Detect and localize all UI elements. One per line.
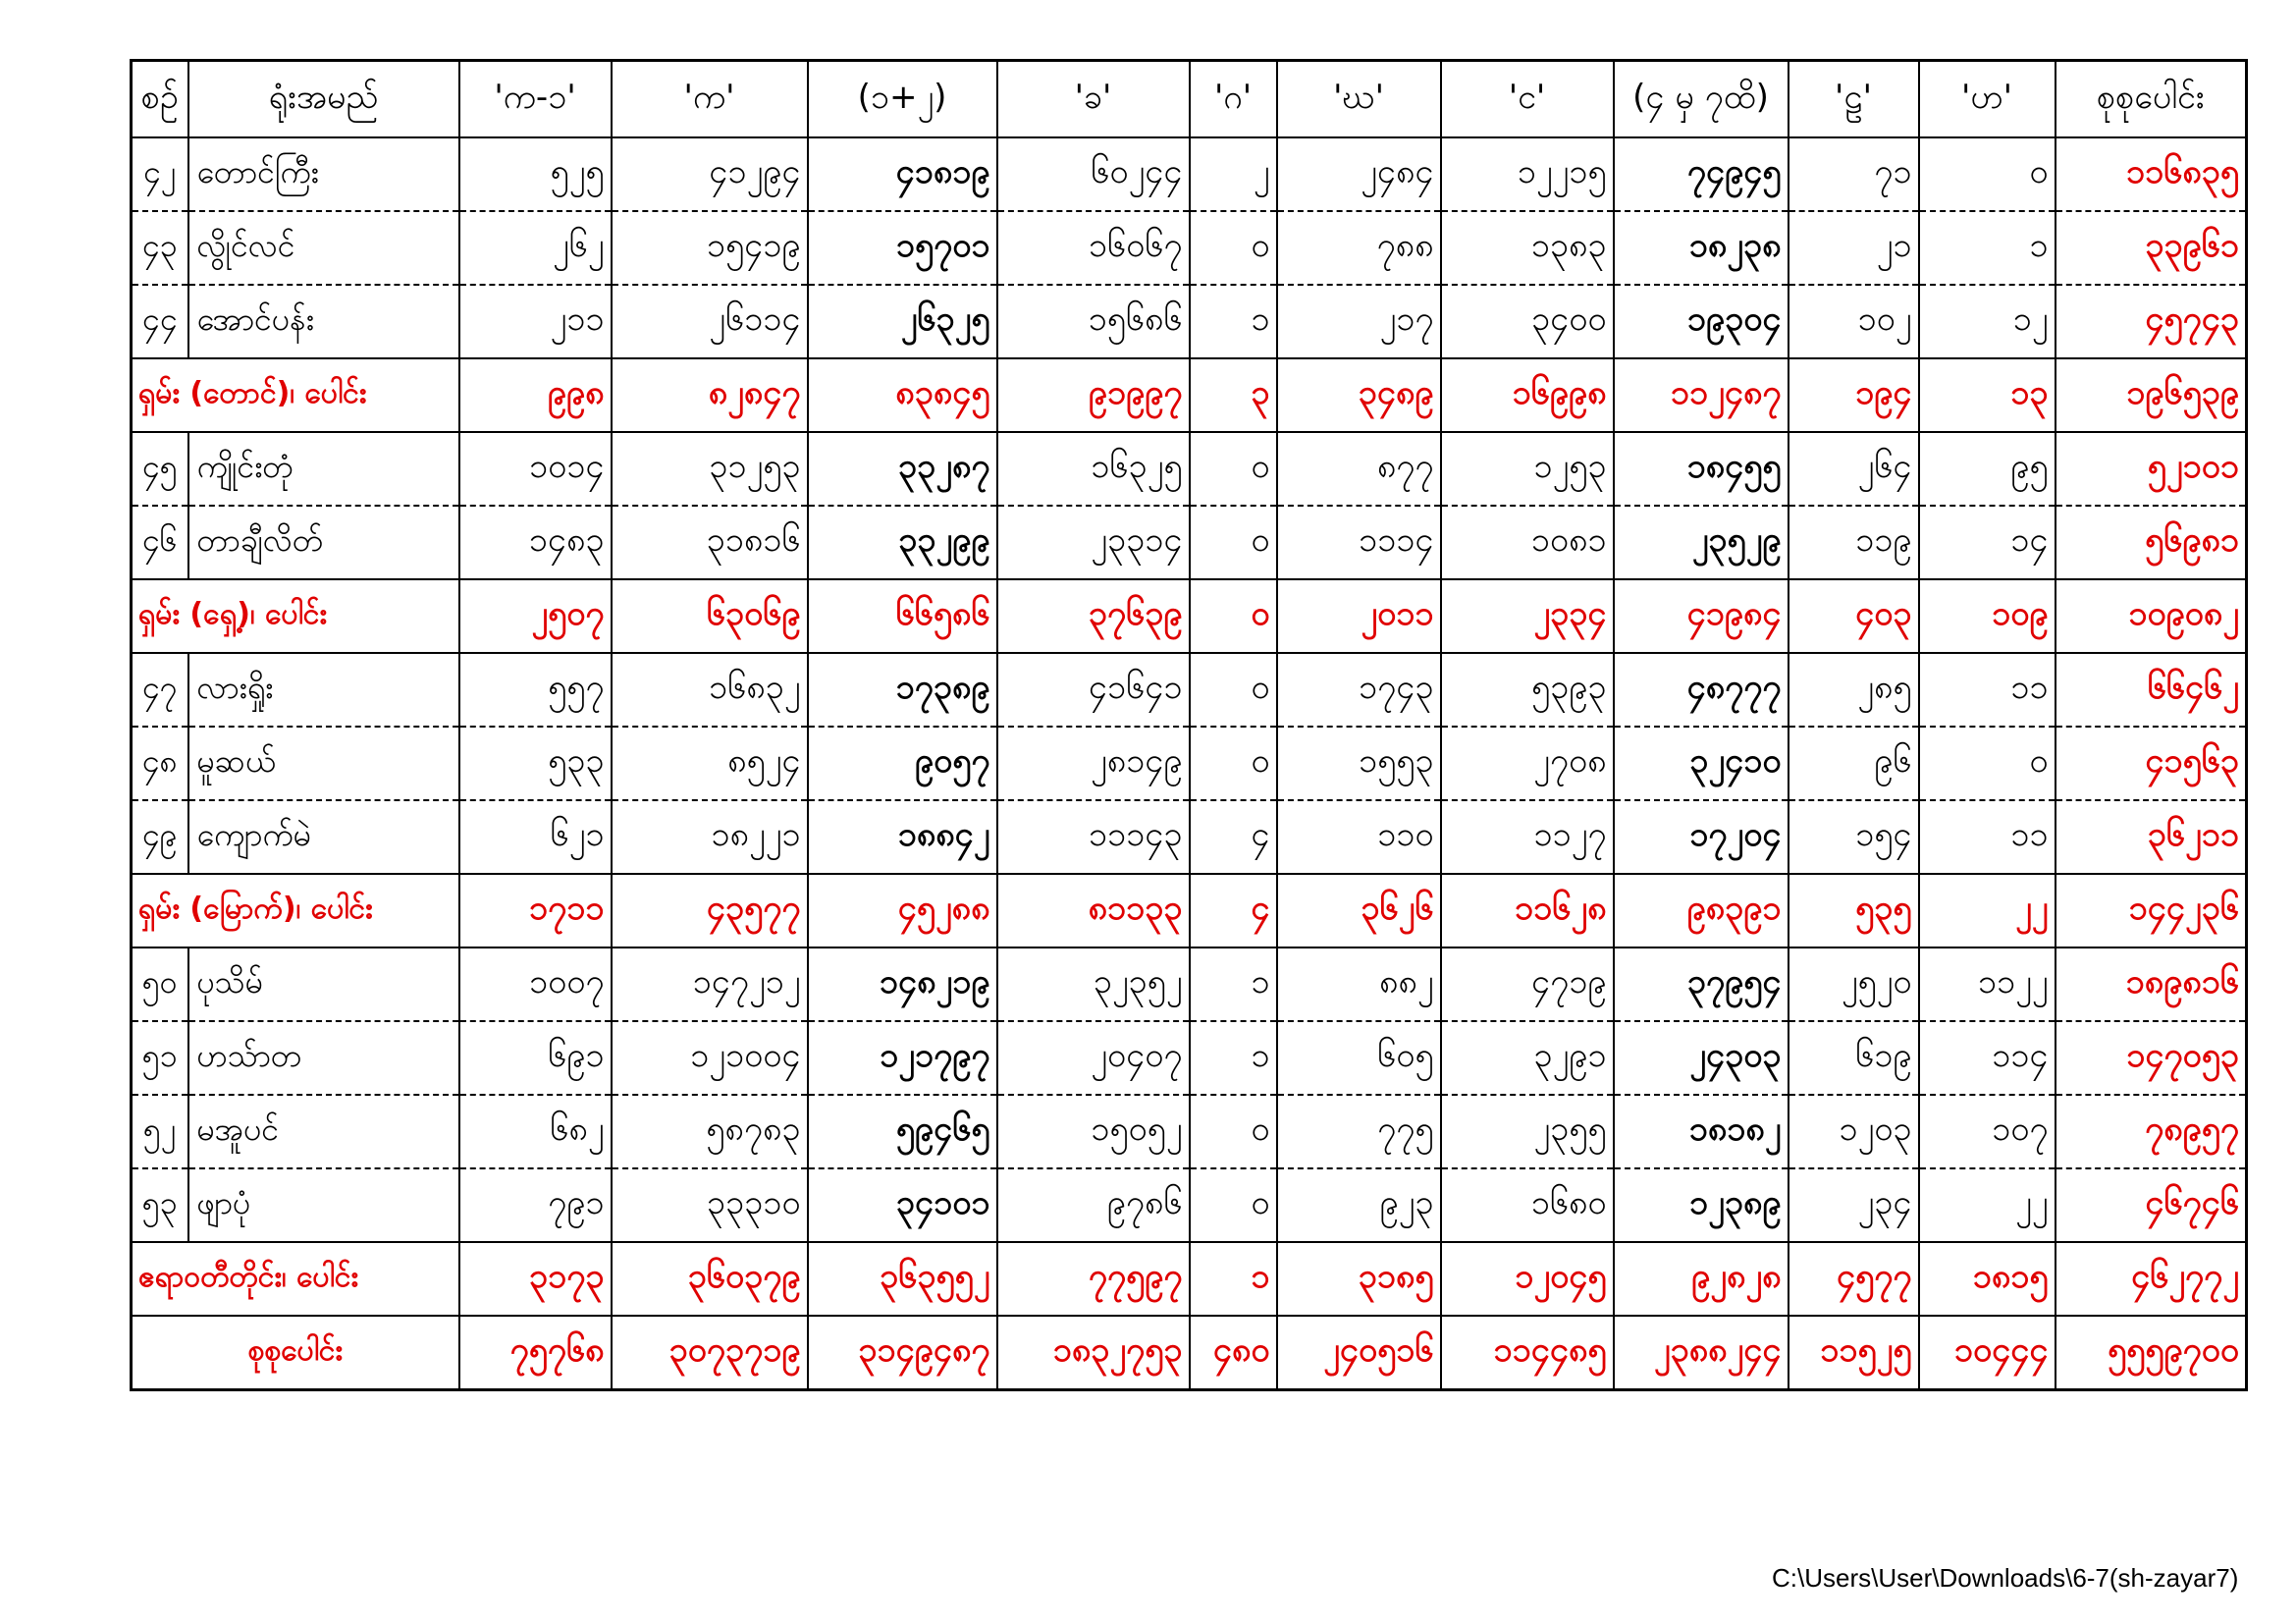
value-cell: ၄၃၅၇၇ bbox=[612, 874, 808, 947]
value-cell: ၆၀၅ bbox=[1277, 1021, 1441, 1095]
value-cell: ၂၁၁ bbox=[459, 285, 612, 358]
value-cell: ၁၂ bbox=[1919, 285, 2056, 358]
value-cell: ၇၅၇၆၈ bbox=[459, 1316, 612, 1390]
data-table-container bbox=[130, 59, 2248, 1391]
serial-cell: ၄၄ bbox=[132, 285, 188, 358]
value-cell: ၇၈၈ bbox=[1277, 211, 1441, 285]
subtotal-row bbox=[132, 579, 2247, 653]
office-name-cell: တောင်ကြီး bbox=[188, 137, 459, 211]
office-name-cell: ပုသိမ် bbox=[188, 947, 459, 1021]
value-cell: ၂၁၇ bbox=[1277, 285, 1441, 358]
header-ka-1: 'က-၁' bbox=[459, 61, 612, 138]
total-cell: ၄၁၅၆၃ bbox=[2056, 727, 2247, 800]
value-cell: ၁၀၈၁ bbox=[1441, 506, 1614, 579]
table-row bbox=[132, 137, 2247, 211]
value-cell: ၉၉၈ bbox=[459, 358, 612, 432]
table-row bbox=[132, 1168, 2247, 1242]
value-cell: ၃၃၃၁၀ bbox=[612, 1168, 808, 1242]
value-cell: ၈၃၈၄၅ bbox=[808, 358, 997, 432]
value-cell: ၃၁၇၃ bbox=[459, 1242, 612, 1316]
value-cell: ၄၁၈၁၉ bbox=[808, 137, 997, 211]
value-cell: ၃၆၀၃၇၉ bbox=[612, 1242, 808, 1316]
value-cell: ၃၁၂၅၃ bbox=[612, 432, 808, 506]
value-cell: ၁၆၃၂၅ bbox=[997, 432, 1190, 506]
value-cell: ၁၈၂၂၁ bbox=[612, 800, 808, 874]
grand-total-row bbox=[132, 1316, 2247, 1390]
value-cell: ၂၈၅ bbox=[1789, 653, 1919, 727]
value-cell: ၁ bbox=[1919, 211, 2056, 285]
value-cell: ၁၀၇ bbox=[1919, 1095, 2056, 1168]
value-cell: ၉၂၃ bbox=[1277, 1168, 1441, 1242]
office-name-cell: ဟသ်ာတ bbox=[188, 1021, 459, 1095]
total-cell: ၄၅၇၄၃ bbox=[2056, 285, 2247, 358]
value-cell: ၁ bbox=[1190, 285, 1277, 358]
header-ga: 'ဂ' bbox=[1190, 61, 1277, 138]
value-cell: ၃၇၉၅၄ bbox=[1614, 947, 1789, 1021]
total-cell: ၁၀၉၀၈၂ bbox=[2056, 579, 2247, 653]
value-cell: ၅၉၄၆၅ bbox=[808, 1095, 997, 1168]
value-cell: ၂၃၄ bbox=[1789, 1168, 1919, 1242]
subtotal-row bbox=[132, 874, 2247, 947]
serial-cell: ၅၃ bbox=[132, 1168, 188, 1242]
value-cell: ၁၀၀၇ bbox=[459, 947, 612, 1021]
total-cell: ၃၆၂၁၁ bbox=[2056, 800, 2247, 874]
value-cell: ၃၁၄၉၄၈၇ bbox=[808, 1316, 997, 1390]
value-cell: ၉၂၈၂၈ bbox=[1614, 1242, 1789, 1316]
value-cell: ၃၃၂၈၇ bbox=[808, 432, 997, 506]
value-cell: ၁၈၂၃၈ bbox=[1614, 211, 1789, 285]
header-4-to-7: (၄ မှ ၇ထိ) bbox=[1614, 61, 1789, 138]
value-cell: ၃၄၀၀ bbox=[1441, 285, 1614, 358]
value-cell: ၀ bbox=[1190, 506, 1277, 579]
serial-cell: ၄၅ bbox=[132, 432, 188, 506]
value-cell: ၀ bbox=[1919, 727, 2056, 800]
value-cell: ၁၂၁၇၉၇ bbox=[808, 1021, 997, 1095]
value-cell: ၄ bbox=[1190, 874, 1277, 947]
value-cell: ၁၄၈၃ bbox=[459, 506, 612, 579]
value-cell: ၂၂ bbox=[1919, 1168, 2056, 1242]
value-cell: ၁၁၉ bbox=[1789, 506, 1919, 579]
serial-cell: ၄၉ bbox=[132, 800, 188, 874]
header-serial: စဉ် bbox=[132, 61, 188, 138]
value-cell: ၁၇၁၁ bbox=[459, 874, 612, 947]
file-path-footer: C:\Users\User\Downloads\6-7(sh-zayar7) bbox=[1772, 1563, 2239, 1593]
table-row bbox=[132, 653, 2247, 727]
subtotal-label: ရှမ်း (မြောက်)၊ ပေါင်း bbox=[132, 874, 459, 947]
table-row bbox=[132, 211, 2247, 285]
subtotal-label: ရှမ်း (တောင်)၊ ပေါင်း bbox=[132, 358, 459, 432]
value-cell: ၁၁၄၄၈၅ bbox=[1441, 1316, 1614, 1390]
value-cell: ၄၀၃ bbox=[1789, 579, 1919, 653]
value-cell: ၁၁၄ bbox=[1919, 1021, 2056, 1095]
value-cell: ၉၀၅၇ bbox=[808, 727, 997, 800]
total-cell: ၆၆၄၆၂ bbox=[2056, 653, 2247, 727]
office-name-cell: လွိုင်လင် bbox=[188, 211, 459, 285]
value-cell: ၁၁၂၇ bbox=[1441, 800, 1614, 874]
value-cell: ၁၆၉၉၈ bbox=[1441, 358, 1614, 432]
grand-total-label: စုစုပေါင်း bbox=[132, 1316, 459, 1390]
value-cell: ၅၈၇၈၃ bbox=[612, 1095, 808, 1168]
value-cell: ၃၁၈၅ bbox=[1277, 1242, 1441, 1316]
value-cell: ၁၈၄၅၅ bbox=[1614, 432, 1789, 506]
value-cell: ၁၁၁၄ bbox=[1277, 506, 1441, 579]
value-cell: ၀ bbox=[1190, 1095, 1277, 1168]
value-cell: ၃၄၁၀၁ bbox=[808, 1168, 997, 1242]
value-cell: ၂၄၈၄ bbox=[1277, 137, 1441, 211]
value-cell: ၀ bbox=[1190, 211, 1277, 285]
value-cell: ၁၅၄၁၉ bbox=[612, 211, 808, 285]
value-cell: ၁၅၆၈၆ bbox=[997, 285, 1190, 358]
value-cell: ၄ bbox=[1190, 800, 1277, 874]
total-cell: ၁၄၇၀၅၃ bbox=[2056, 1021, 2247, 1095]
value-cell: ၆၂၁ bbox=[459, 800, 612, 874]
total-cell: ၁၈၉၈၁၆ bbox=[2056, 947, 2247, 1021]
value-cell: ၈၈၂ bbox=[1277, 947, 1441, 1021]
total-cell: ၄၆၇၄၆ bbox=[2056, 1168, 2247, 1242]
total-cell: ၃၃၉၆၁ bbox=[2056, 211, 2247, 285]
serial-cell: ၅၂ bbox=[132, 1095, 188, 1168]
value-cell: ၆၀၂၄၄ bbox=[997, 137, 1190, 211]
value-cell: ၁၉၄ bbox=[1789, 358, 1919, 432]
serial-cell: ၄၈ bbox=[132, 727, 188, 800]
header-1-plus-2: (၁+၂) bbox=[808, 61, 997, 138]
value-cell: ၁၅၇၀၁ bbox=[808, 211, 997, 285]
value-cell: ၁၃၈၃ bbox=[1441, 211, 1614, 285]
value-cell: ၂၃၈၈၂၄၄ bbox=[1614, 1316, 1789, 1390]
serial-cell: ၅၁ bbox=[132, 1021, 188, 1095]
value-cell: ၁၁ bbox=[1919, 800, 2056, 874]
value-cell: ၂၆၁၁၄ bbox=[612, 285, 808, 358]
value-cell: ၆၆၅၈၆ bbox=[808, 579, 997, 653]
office-name-cell: ဖျာပုံ bbox=[188, 1168, 459, 1242]
office-name-cell: တာချီလိတ် bbox=[188, 506, 459, 579]
value-cell: ၂ bbox=[1190, 137, 1277, 211]
value-cell: ၂၁ bbox=[1789, 211, 1919, 285]
value-cell: ၁၈၃၂၇၅၃ bbox=[997, 1316, 1190, 1390]
value-cell: ၀ bbox=[1190, 579, 1277, 653]
serial-cell: ၄၃ bbox=[132, 211, 188, 285]
value-cell: ၂၃၃၄ bbox=[1441, 579, 1614, 653]
office-name-cell: မအူပင် bbox=[188, 1095, 459, 1168]
value-cell: ၀ bbox=[1190, 727, 1277, 800]
value-cell: ၁၂၂၁၅ bbox=[1441, 137, 1614, 211]
value-cell: ၁၁၂၄၈၇ bbox=[1614, 358, 1789, 432]
value-cell: ၂၀၄၀၇ bbox=[997, 1021, 1190, 1095]
table-row bbox=[132, 1021, 2247, 1095]
value-cell: ၉၈၃၉၁ bbox=[1614, 874, 1789, 947]
office-name-cell: ကျိုင်းတုံ bbox=[188, 432, 459, 506]
total-cell: ၄၆၂၇၇၂ bbox=[2056, 1242, 2247, 1316]
value-cell: ၆၉၁ bbox=[459, 1021, 612, 1095]
value-cell: ၀ bbox=[1919, 137, 2056, 211]
value-cell: ၁၆၈၃၂ bbox=[612, 653, 808, 727]
value-cell: ၈၅၂၄ bbox=[612, 727, 808, 800]
value-cell: ၂၃၅၅ bbox=[1441, 1095, 1614, 1168]
value-cell: ၇၇၅၉၇ bbox=[997, 1242, 1190, 1316]
value-cell: ၃၇၆၃၉ bbox=[997, 579, 1190, 653]
value-cell: ၁၁၀ bbox=[1277, 800, 1441, 874]
office-name-cell: ကျောက်မဲ bbox=[188, 800, 459, 874]
value-cell: ၅၃၅ bbox=[1789, 874, 1919, 947]
header-total: စုစုပေါင်း bbox=[2056, 61, 2247, 138]
subtotal-label: ဧရာဝတီတိုင်း၊ ပေါင်း bbox=[132, 1242, 459, 1316]
value-cell: ၄၅၇၇ bbox=[1789, 1242, 1919, 1316]
value-cell: ၃၆၂၆ bbox=[1277, 874, 1441, 947]
table-row bbox=[132, 727, 2247, 800]
value-cell: ၃၄၈၉ bbox=[1277, 358, 1441, 432]
table-body bbox=[132, 137, 2247, 1390]
value-cell: ၁၇၃၈၉ bbox=[808, 653, 997, 727]
table-row bbox=[132, 285, 2247, 358]
value-cell: ၁၁၂၂ bbox=[1919, 947, 2056, 1021]
value-cell: ၄၈၀ bbox=[1190, 1316, 1277, 1390]
value-cell: ၅၂၅ bbox=[459, 137, 612, 211]
value-cell: ၈၇၇ bbox=[1277, 432, 1441, 506]
total-cell: ၅၂၁၀၁ bbox=[2056, 432, 2247, 506]
value-cell: ၁၂၅၃ bbox=[1441, 432, 1614, 506]
value-cell: ၁၄ bbox=[1919, 506, 2056, 579]
table-row bbox=[132, 947, 2247, 1021]
office-name-cell: အောင်ပန်း bbox=[188, 285, 459, 358]
value-cell: ၁၁၆၂၈ bbox=[1441, 874, 1614, 947]
value-cell: ၁၈၁၈၂ bbox=[1614, 1095, 1789, 1168]
value-cell: ၂၅၀၇ bbox=[459, 579, 612, 653]
value-cell: ၁ bbox=[1190, 1021, 1277, 1095]
serial-cell: ၄၇ bbox=[132, 653, 188, 727]
value-cell: ၁ bbox=[1190, 947, 1277, 1021]
value-cell: ၂၆၂ bbox=[459, 211, 612, 285]
value-cell: ၀ bbox=[1190, 1168, 1277, 1242]
value-cell: ၁၈၁၅ bbox=[1919, 1242, 2056, 1316]
value-cell: ၃၂၃၅၂ bbox=[997, 947, 1190, 1021]
value-cell: ၈၁၁၃၃ bbox=[997, 874, 1190, 947]
value-cell: ၆၈၂ bbox=[459, 1095, 612, 1168]
value-cell: ၄၇၁၉ bbox=[1441, 947, 1614, 1021]
value-cell: ၁၂၀၄၅ bbox=[1441, 1242, 1614, 1316]
subtotal-row bbox=[132, 1242, 2247, 1316]
value-cell: ၄၁၂၉၄ bbox=[612, 137, 808, 211]
header-ha: 'ဟ' bbox=[1919, 61, 2056, 138]
value-cell: ၁၆၀၆၇ bbox=[997, 211, 1190, 285]
header-gha: 'ဃ' bbox=[1277, 61, 1441, 138]
header-office-name: ရုံးအမည် bbox=[188, 61, 459, 138]
value-cell: ၉၇၈၆ bbox=[997, 1168, 1190, 1242]
value-cell: ၂၂ bbox=[1919, 874, 2056, 947]
value-cell: ၁၀၂ bbox=[1789, 285, 1919, 358]
value-cell: ၆၃၀၆၉ bbox=[612, 579, 808, 653]
value-cell: ၁၁၁၄၃ bbox=[997, 800, 1190, 874]
value-cell: ၉၁၉၉၇ bbox=[997, 358, 1190, 432]
total-cell: ၁၁၆၈၃၅ bbox=[2056, 137, 2247, 211]
value-cell: ၄၈၇၇၇ bbox=[1614, 653, 1789, 727]
value-cell: ၁၅၅၃ bbox=[1277, 727, 1441, 800]
value-cell: ၇၄၉၄၅ bbox=[1614, 137, 1789, 211]
total-cell: ၅၆၉၈၁ bbox=[2056, 506, 2247, 579]
table-row bbox=[132, 506, 2247, 579]
value-cell: ၃၂၉၁ bbox=[1441, 1021, 1614, 1095]
value-cell: ၁၂၀၃ bbox=[1789, 1095, 1919, 1168]
header-ka: 'က' bbox=[612, 61, 808, 138]
header-kha: 'ခ' bbox=[997, 61, 1190, 138]
value-cell: ၈၂၈၄၇ bbox=[612, 358, 808, 432]
value-cell: ၁၃ bbox=[1919, 358, 2056, 432]
value-cell: ၇၉၁ bbox=[459, 1168, 612, 1242]
total-cell: ၁၉၆၅၃၉ bbox=[2056, 358, 2247, 432]
value-cell: ၉၅ bbox=[1919, 432, 2056, 506]
table-row bbox=[132, 1095, 2247, 1168]
value-cell: ၃ bbox=[1190, 358, 1277, 432]
value-cell: ၄၅၂၈၈ bbox=[808, 874, 997, 947]
subtotal-row bbox=[132, 358, 2247, 432]
value-cell: ၁၄၈၂၁၉ bbox=[808, 947, 997, 1021]
total-cell: ၇၈၉၅၇ bbox=[2056, 1095, 2247, 1168]
value-cell: ၂၄၃၀၃ bbox=[1614, 1021, 1789, 1095]
value-cell: ၃၃၂၉၉ bbox=[808, 506, 997, 579]
total-cell: ၁၄၄၂၃၆ bbox=[2056, 874, 2247, 947]
value-cell: ၁ bbox=[1190, 1242, 1277, 1316]
serial-cell: ၄၆ bbox=[132, 506, 188, 579]
value-cell: ၅၃၃ bbox=[459, 727, 612, 800]
value-cell: ၂၃၅၂၉ bbox=[1614, 506, 1789, 579]
subtotal-label: ရှမ်း (ရှေ့)၊ ပေါင်း bbox=[132, 579, 459, 653]
value-cell: ၂၃၃၁၄ bbox=[997, 506, 1190, 579]
value-cell: ၁၁၅၂၅ bbox=[1789, 1316, 1919, 1390]
value-cell: ၁၆၈၀ bbox=[1441, 1168, 1614, 1242]
value-cell: ၃၁၈၁၆ bbox=[612, 506, 808, 579]
value-cell: ၂၆၃၂၅ bbox=[808, 285, 997, 358]
value-cell: ၁၇၄၃ bbox=[1277, 653, 1441, 727]
value-cell: ၁၄၇၂၁၂ bbox=[612, 947, 808, 1021]
value-cell: ၃၂၄၁၀ bbox=[1614, 727, 1789, 800]
serial-cell: ၄၂ bbox=[132, 137, 188, 211]
value-cell: ၂၅၂၀ bbox=[1789, 947, 1919, 1021]
value-cell: ၂၄၀၅၁၆ bbox=[1277, 1316, 1441, 1390]
office-name-cell: မူဆယ် bbox=[188, 727, 459, 800]
value-cell: ၁၀၄၄၄ bbox=[1919, 1316, 2056, 1390]
value-cell: ၄၁၉၈၄ bbox=[1614, 579, 1789, 653]
office-name-cell: လားရှိုး bbox=[188, 653, 459, 727]
header-nga: 'င' bbox=[1441, 61, 1614, 138]
total-cell: ၅၅၅၉၇၀၀ bbox=[2056, 1316, 2247, 1390]
table-row bbox=[132, 432, 2247, 506]
value-cell: ၁၉၃၀၄ bbox=[1614, 285, 1789, 358]
value-cell: ၁၁ bbox=[1919, 653, 2056, 727]
table-row bbox=[132, 800, 2247, 874]
value-cell: ၁၈၈၄၂ bbox=[808, 800, 997, 874]
header-lla: 'ဠ' bbox=[1789, 61, 1919, 138]
value-cell: ၉၆ bbox=[1789, 727, 1919, 800]
value-cell: ၂၇၀၈ bbox=[1441, 727, 1614, 800]
value-cell: ၁၅၀၅၂ bbox=[997, 1095, 1190, 1168]
value-cell: ၁၇၂၀၄ bbox=[1614, 800, 1789, 874]
value-cell: ၁၂၁၀၀၄ bbox=[612, 1021, 808, 1095]
value-cell: ၅၃၉၃ bbox=[1441, 653, 1614, 727]
value-cell: ၁၅၄ bbox=[1789, 800, 1919, 874]
value-cell: ၆၁၉ bbox=[1789, 1021, 1919, 1095]
value-cell: ၇၇၅ bbox=[1277, 1095, 1441, 1168]
serial-cell: ၅၀ bbox=[132, 947, 188, 1021]
value-cell: ၂၀၁၁ bbox=[1277, 579, 1441, 653]
value-cell: ၂၆၄ bbox=[1789, 432, 1919, 506]
value-cell: ၄၁၆၄၁ bbox=[997, 653, 1190, 727]
value-cell: ၂၈၁၄၉ bbox=[997, 727, 1190, 800]
value-cell: ၃၆၃၅၅၂ bbox=[808, 1242, 997, 1316]
header-row bbox=[132, 61, 2247, 138]
value-cell: ၁၀၁၄ bbox=[459, 432, 612, 506]
value-cell: ၁၀၉ bbox=[1919, 579, 2056, 653]
value-cell: ၀ bbox=[1190, 432, 1277, 506]
value-cell: ၇၁ bbox=[1789, 137, 1919, 211]
data-table bbox=[130, 59, 2248, 1391]
value-cell: ၅၅၇ bbox=[459, 653, 612, 727]
value-cell: ၀ bbox=[1190, 653, 1277, 727]
value-cell: ၃၀၇၃၇၁၉ bbox=[612, 1316, 808, 1390]
value-cell: ၁၂၃၈၉ bbox=[1614, 1168, 1789, 1242]
